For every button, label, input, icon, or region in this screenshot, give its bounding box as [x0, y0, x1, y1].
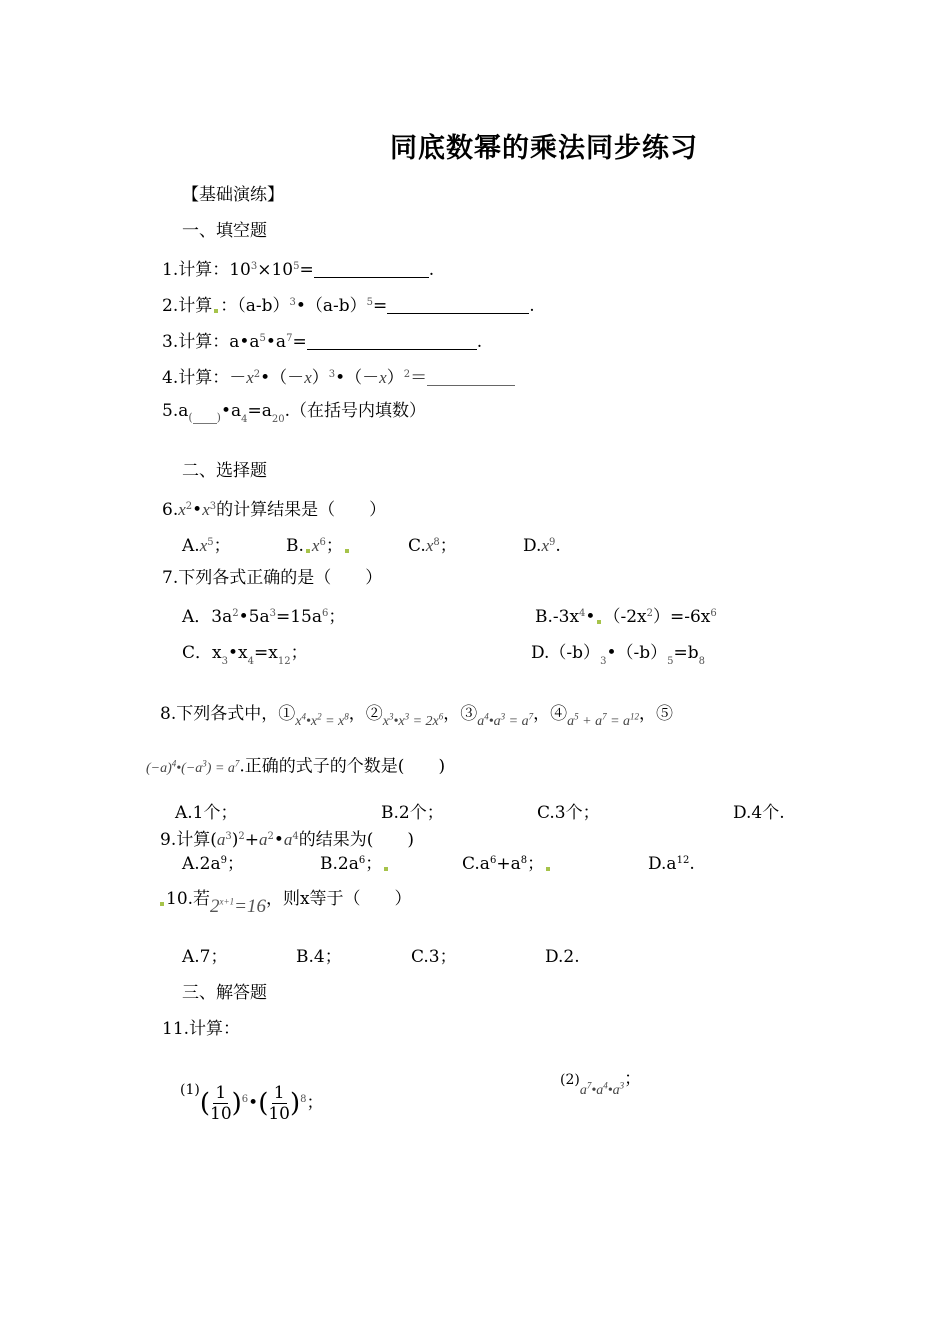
section-heading: 【基础演练】 [182, 185, 284, 205]
question-9: 9.计算$(a^3)^2+a^2•a^4$的结果为( ) [160, 830, 415, 850]
q10-option-b[interactable]: B.4； [296, 947, 342, 967]
answer-blank[interactable] [314, 261, 429, 278]
question-2: 2.计算 ：$(a-b)^3•(a-b)^5=$ . [162, 296, 535, 316]
question-1: 1.计算：$10^3\times 10^5=$ . [162, 260, 435, 280]
question-8: 8.下列各式中，$①_{x^4•x^2 = x^8}$，$②_{x^3•x^3 = 2x^6}$，$③_{a^4•a^3 = a^7}$，$④_{a^5 + a^7 = a^{12}}$，⑤ [160, 704, 674, 729]
q11-part-2: $(2)_{a^7•a^4•a^3}$； [560, 1069, 642, 1098]
question-10: 10.若$2^{x+1}=16$，则x等于（ ） [158, 888, 412, 918]
exponent-blank[interactable] [193, 413, 217, 424]
question-6: $6.x^2•x^3$的计算结果是（ ） [162, 500, 387, 520]
q6-option-a[interactable]: $A.x^5$； [182, 536, 231, 556]
q10-option-d[interactable]: D.2. [545, 947, 580, 967]
q7-option-c[interactable]: C．$x_3•x_4=x_{12}$； [182, 643, 308, 667]
question-3: 3.计算：$a•a^5•a^7=$ . [162, 332, 483, 352]
page-title: 同底数幂的乘法同步练习 [390, 133, 698, 164]
q9-option-a[interactable]: $A.2a^9$； [182, 854, 245, 874]
marker-dot [546, 867, 550, 871]
q11-part-1: $^{(1)}$( $\frac{1}{10}$ )$^6$•( $\frac{1}{10}$ )$^8$； [180, 1082, 324, 1124]
answer-blank[interactable] [387, 297, 529, 314]
q9-option-c[interactable]: $C.a^6+a^8$； [462, 850, 552, 875]
question-5: $5.a_{( )}•a_4=a_{20}$.（在括号内填数） [162, 401, 427, 425]
part-heading-solve: 三、解答题 [182, 983, 267, 1003]
marker-dot [345, 549, 349, 553]
question-8-cont: $(-a)^4•(-a^3) = a^7$.正确的式子的个数是( ) [146, 756, 446, 777]
equation: $2^{x+1}=16$ [210, 896, 266, 917]
formula-4: a5 + a7 = a12 [567, 711, 640, 729]
q10-option-a[interactable]: A.7； [182, 947, 228, 967]
answer-blank[interactable] [427, 369, 515, 386]
part-heading-fill: 一、填空题 [182, 221, 267, 241]
q7-option-a[interactable]: A．$3a^2•5a^3=15a^6$； [182, 607, 346, 627]
q8-option-c[interactable]: C.3个； [537, 803, 600, 823]
formula-1: x4•x2 = x8 [295, 711, 349, 729]
question-7: 7.下列各式正确的是（ ） [162, 568, 383, 588]
question-4: 4.计算：$-x^2•(-x)^3•(-x)^2=$ [162, 364, 515, 389]
marker-dot [160, 902, 164, 906]
q8-option-a[interactable]: A.1个； [175, 803, 238, 823]
q6-option-b[interactable]: B. $x^6$； [286, 532, 351, 557]
formula-5: $(-a)^4•(-a^3) = a^7$ [146, 758, 240, 776]
q6-option-d[interactable]: $D.x^9$. [523, 536, 561, 556]
question-11: 11.计算： [162, 1019, 241, 1039]
q7-option-d[interactable]: $D.(-b)_3•(-b)_5=b_8$ [531, 643, 705, 667]
formula-3: a4•a3 = a7 [477, 711, 534, 729]
marker-dot [597, 620, 601, 624]
q7-option-b[interactable]: $B.-3x^4•$ $(-2x^2)=-6x^6$ [535, 607, 717, 627]
q9-option-b[interactable]: $B.2a^6$； [320, 850, 390, 875]
q6-option-c[interactable]: $C.x^8$； [408, 536, 457, 556]
q8-option-d[interactable]: D.4个. [733, 803, 785, 823]
formula-2: x3•x3 = 2x6 [382, 711, 444, 729]
q9-option-d[interactable]: $D.a^{12}$. [648, 854, 695, 874]
marker-dot [214, 309, 218, 313]
q8-option-b[interactable]: B.2个； [381, 803, 444, 823]
q10-option-c[interactable]: C.3； [411, 947, 457, 967]
marker-dot [306, 549, 310, 553]
answer-blank[interactable] [307, 333, 477, 350]
part-heading-choice: 二、选择题 [182, 461, 267, 481]
marker-dot [384, 867, 388, 871]
